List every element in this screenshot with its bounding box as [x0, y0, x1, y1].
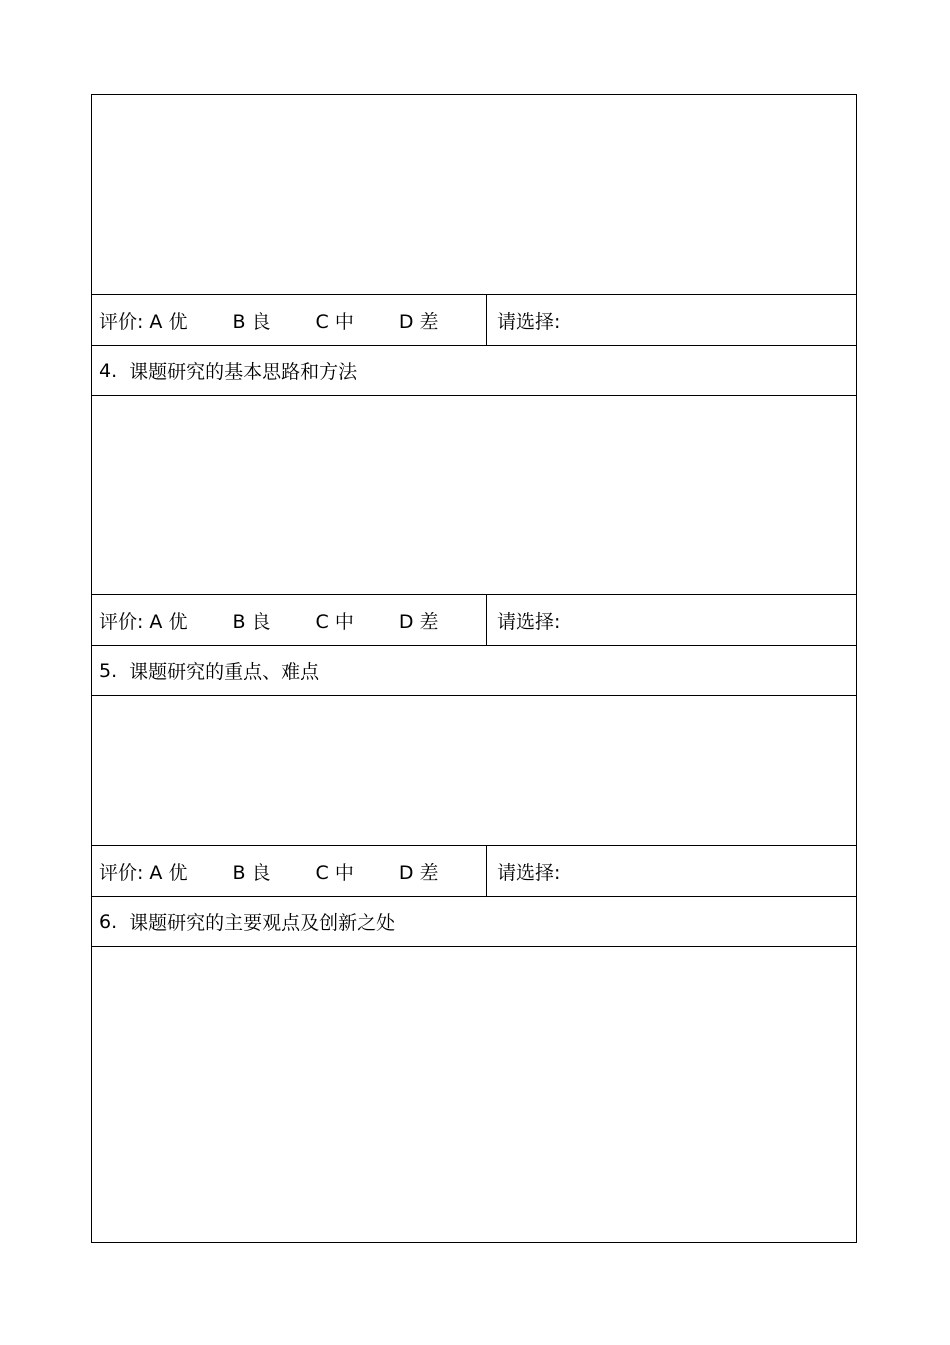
option-b[interactable]: B 良 [232, 861, 271, 884]
option-d[interactable]: D 差 [398, 610, 439, 633]
section-number: 5. [99, 659, 118, 682]
option-d[interactable]: D 差 [398, 861, 439, 884]
answer-area-5[interactable] [92, 695, 856, 845]
option-a[interactable]: A 优 [149, 610, 188, 633]
section-title-5 [92, 645, 856, 695]
evaluation-row-4 [92, 594, 856, 645]
rating-options [92, 846, 487, 896]
option-c[interactable]: C 中 [315, 861, 354, 884]
option-b[interactable]: B 良 [232, 310, 271, 333]
option-a[interactable]: A 优 [149, 861, 188, 884]
option-a[interactable]: A 优 [149, 310, 188, 333]
answer-area-3[interactable] [92, 95, 856, 294]
answer-area-4[interactable] [92, 395, 856, 594]
section-number: 4. [99, 359, 118, 382]
evaluation-label: 评价: [99, 861, 144, 884]
selection-cell[interactable] [487, 295, 856, 345]
evaluation-row-3 [92, 294, 856, 345]
option-b[interactable]: B 良 [232, 610, 271, 633]
section-heading: 课题研究的主要观点及创新之处 [129, 912, 396, 934]
section-title-4 [92, 345, 856, 395]
option-d[interactable]: D 差 [398, 310, 439, 333]
section-heading: 课题研究的基本思路和方法 [129, 361, 358, 383]
answer-area-6[interactable] [92, 946, 856, 1242]
evaluation-label: 评价: [99, 610, 144, 633]
evaluation-form-table [91, 94, 857, 1243]
section-title-6 [92, 896, 856, 946]
option-c[interactable]: C 中 [315, 310, 354, 333]
option-c[interactable]: C 中 [315, 610, 354, 633]
select-label: 请选择: [497, 310, 561, 333]
selection-cell[interactable] [487, 846, 856, 896]
rating-options [92, 295, 487, 345]
evaluation-label: 评价: [99, 310, 144, 333]
selection-cell[interactable] [487, 595, 856, 645]
section-heading: 课题研究的重点、难点 [129, 661, 320, 683]
select-label: 请选择: [497, 861, 561, 884]
select-label: 请选择: [497, 610, 561, 633]
section-number: 6. [99, 910, 118, 933]
rating-options [92, 595, 487, 645]
evaluation-row-5 [92, 845, 856, 896]
